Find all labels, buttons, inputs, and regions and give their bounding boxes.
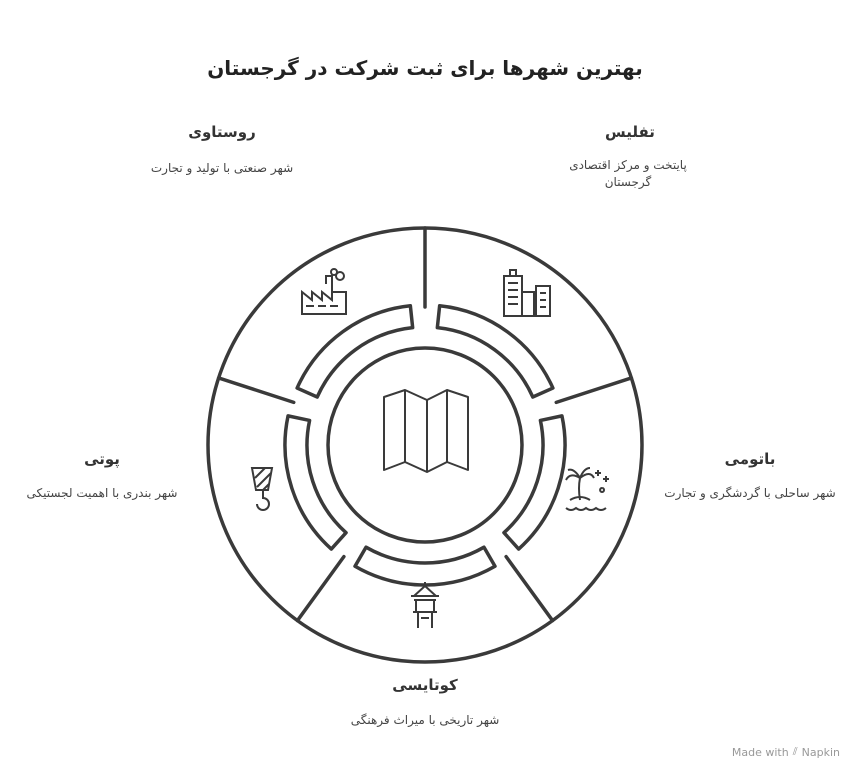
factory-icon	[302, 269, 346, 314]
city-buildings-icon	[504, 270, 550, 316]
sector-divider	[506, 557, 552, 621]
sector-divider	[556, 378, 631, 402]
napkin-logo-icon: ⫽	[792, 745, 798, 758]
city-description: شهر بندری با اهمیت لجستیکی	[26, 486, 178, 500]
city-name: پوتی	[84, 450, 120, 468]
sector-divider	[297, 557, 343, 621]
sector-divider	[219, 378, 294, 402]
map-icon	[384, 390, 468, 472]
crane-hook-icon	[252, 468, 272, 510]
inner-band-segment	[355, 547, 495, 585]
city-description: شهر صنعتی با تولید و تجارت	[150, 161, 294, 175]
made-with-text: Made with	[731, 745, 789, 759]
center-circle	[328, 348, 522, 542]
city-description: شهر تاریخی با میراث فرهنگی	[350, 713, 500, 727]
brand-text: Napkin	[801, 745, 840, 759]
city-name: باتومی	[724, 450, 776, 468]
city-description: پایتخت و مرکز اقتصادی گرجستان	[569, 158, 687, 189]
napkin-watermark	[732, 745, 840, 759]
diagram-title: بهترین شهرها برای ثبت شرکت در گرجستان	[207, 56, 643, 80]
city-name: روستاوی	[188, 123, 256, 141]
city-description: شهر ساحلی با گردشگری و تجارت	[664, 486, 836, 500]
palm-island-icon	[566, 468, 609, 510]
city-name: تفلیس	[605, 123, 655, 141]
pagoda-tower-icon	[411, 582, 439, 628]
city-name: کوتایسی	[392, 676, 458, 694]
